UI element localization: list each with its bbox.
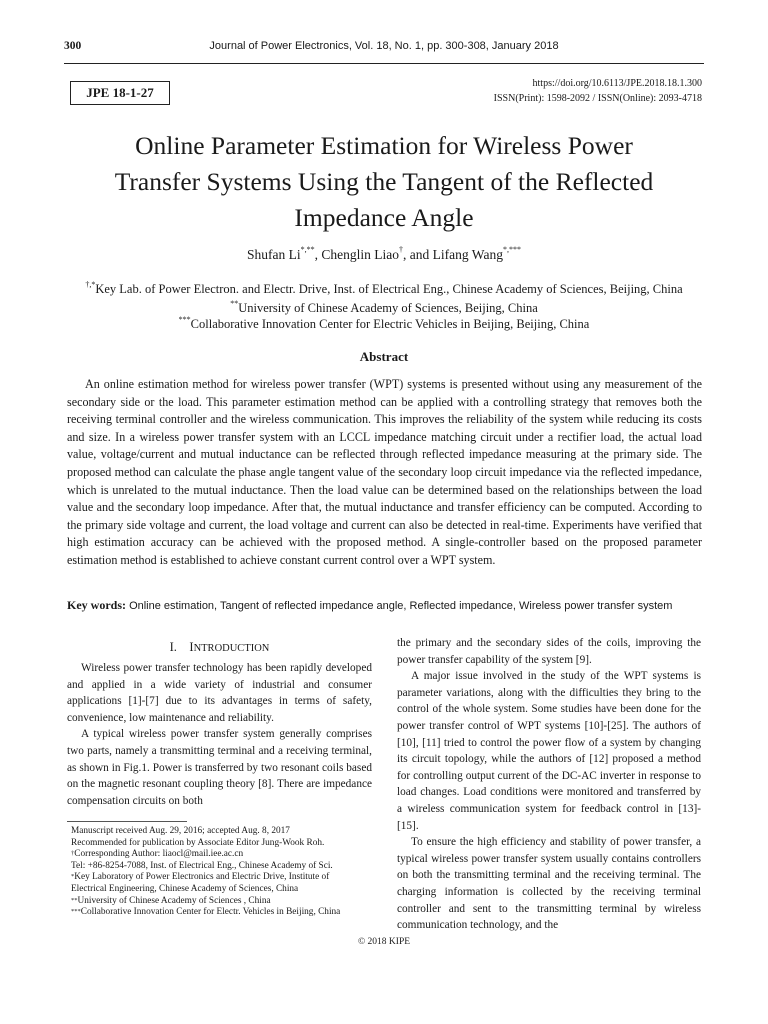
affiliation (40, 317, 728, 332)
title-line: Transfer Systems Using the Tangent of the Reflected (114, 167, 654, 196)
affiliation-marks: †,* (85, 280, 96, 289)
author-marks: *,** (300, 245, 315, 254)
body-paragraph: To ensure the high efficiency and stability of power transfer, a typical wireless power transfer system usually contains controllers on both the transmitting terminal and the receiving terminal. The charging information is collected by the receiving terminal controller and sent to the transmitting terminal by wireless communication technology, and the (397, 836, 701, 932)
header-rule (64, 63, 704, 64)
affiliation (40, 301, 728, 316)
copyright-notice: © 2018 KIPE (357, 937, 411, 947)
footnote-line (67, 872, 377, 884)
right-column (397, 635, 701, 934)
keywords (67, 598, 708, 613)
author-name: Chenglin Liao (321, 247, 400, 262)
left-column (67, 660, 372, 809)
footnote-rule (67, 821, 187, 822)
body-paragraph: Wireless power transfer technology has been rapidly developed and applied in a wide variety of industrial and consumer applications [1]-[7] due to its advantages in terms of safety, convenience, low maintenance and reliability. (67, 662, 372, 724)
issn-text: ISSN(Print): 1598-2092 / ISSN(Online): 2093-4718 (493, 92, 702, 104)
keywords-label: Key words: (67, 598, 126, 612)
footnote-text: Key Laboratory of Power Electronics and Electric Drive, Institute of (74, 872, 330, 883)
article-id-box: JPE 18-1-27 (70, 81, 170, 105)
section-title-initial: I (189, 640, 194, 654)
footnote-line (67, 896, 377, 908)
author-marks: † (399, 245, 404, 254)
abstract-text: An online estimation method for wireless power transfer (WPT) systems is presented without using any measurement of the secondary side or the load. This parameter estimation method can be applied with a controlling strategy that removes both the receiving terminal controller and the wireless communication. This improves the reliability of the system while reducing its costs and size. In a wireless power transfer system with an LCCL impedance matching circuit under a rectifier load, the actual load value, voltage/current and mutual inductance can be reflected through reflected impedance measuring at the primary side. The proposed method can calculate the phase angle tangent value of the secondary loop circuit impedance via the reflected impedance, which is unrelated to the mutual inductance. Then the load value can be determined based on the relationships between the load value and the secondary loop impedance. After that, the mutual inductance and transfer efficiency can be computed. According to the primary side voltage and current, the load voltage and current can also be detected in real-time. Experiments have verified that high estimation accuracy can be achieved with the proposed method. A single-controller based on the proposed parameter estimation method is established to achieve constant current control over a WPT system. (67, 377, 702, 567)
footnote-text: Manuscript received Aug. 29, 2016; accepted Aug. 8, 2017 (71, 826, 290, 836)
footnote-line (67, 838, 377, 850)
title-line: Impedance Angle (294, 203, 474, 232)
author-name: Lifang Wang (432, 247, 503, 262)
footnote-line (67, 849, 377, 861)
section-title-rest: NTRODUCTION (193, 643, 270, 654)
doi-block (494, 77, 702, 106)
title-line: Online Parameter Estimation for Wireless Power (135, 131, 633, 160)
footnote-text: Tel: +86-8254-7088, Inst. of Electrical Eng., Chinese Academy of Sci. (71, 860, 333, 871)
abstract-heading: Abstract (359, 349, 409, 364)
affiliation-text: Key Lab. of Power Electron. and Electr. Drive, Inst. of Electrical Eng., Chinese Academy of Sciences, Beijing, China (95, 282, 683, 296)
footnote-marks: ** (71, 896, 78, 904)
section-heading (67, 640, 372, 655)
footnote-text: Electrical Engineering, Chinese Academy of Sciences, China (71, 883, 299, 894)
page-number: 300 (64, 40, 82, 52)
affiliation-marks: *** (178, 315, 191, 324)
affiliation (40, 282, 728, 297)
affiliation-marks: ** (230, 299, 239, 308)
footnote-text[interactable]: Corresponding Author: liaocl@mail.iee.ac.cn (74, 849, 244, 860)
author-marks: *,*** (502, 245, 521, 254)
footnote-marks: * (71, 873, 75, 881)
footnote-text: Recommended for publication by Associate Editor Jung-Wook Roh. (71, 837, 325, 848)
footnote-line (67, 907, 377, 919)
affiliation-text: University of Chinese Academy of Sciences, Beijing, China (238, 301, 538, 315)
footnotes (67, 826, 377, 919)
paper-title (60, 128, 708, 236)
author-separator: , and (403, 247, 433, 262)
author-list (60, 247, 708, 263)
footnote-marks: † (71, 850, 75, 858)
journal-citation: Journal of Power Electronics, Vol. 18, No. 1, pp. 300-308, January 2018 (209, 40, 559, 52)
footnote-line (67, 884, 377, 896)
footnote-line (67, 861, 377, 873)
footnote-line (67, 826, 377, 838)
running-header (64, 40, 704, 56)
doi-link[interactable]: https://doi.org/10.6113/JPE.2018.18.1.300 (532, 78, 702, 89)
body-paragraph: A major issue involved in the study of the WPT systems is parameter variations, along with the difficulties they bring to the control of the whole system. Some studies have been done for the power transfer control of WPT systems [10]-[25]. The authors of [10], [11] tried to control the power flow of a system by changing its circuit topology, while the authors of [12] proposed a method for controlling output current of the DC-AC inverter in response to load changes. Load conditions were monitored and transferred by a wireless communication system for feedback control in [13]-[15]. (397, 670, 701, 832)
body-paragraph: A typical wireless power transfer system generally comprises two parts, namely a transmitting terminal and a receiving terminal, as shown in Fig.1. Power is transferred by two resonant coils based on the magnetic resonant coupling theory [8]. There are impedance compensation circuits on both (67, 728, 372, 807)
keywords-text: Online estimation, Tangent of reflected impedance angle, Reflected impedance, Wireless power transfer system (129, 600, 673, 612)
author-name: Shufan Li (247, 247, 301, 262)
section-number: I. (169, 640, 177, 654)
author-separator: , (314, 247, 322, 262)
footnote-text: Collaborative Innovation Center for Electr. Vehicles in Beijing, China (80, 907, 341, 918)
footnote-marks: *** (71, 908, 81, 916)
footnote-text: University of Chinese Academy of Sciences , China (77, 895, 271, 906)
body-paragraph: the primary and the secondary sides of the coils, improving the power transfer capability of the system [9]. (397, 637, 701, 666)
affiliation-text: Collaborative Innovation Center for Electric Vehicles in Beijing, Beijing, China (190, 317, 590, 331)
